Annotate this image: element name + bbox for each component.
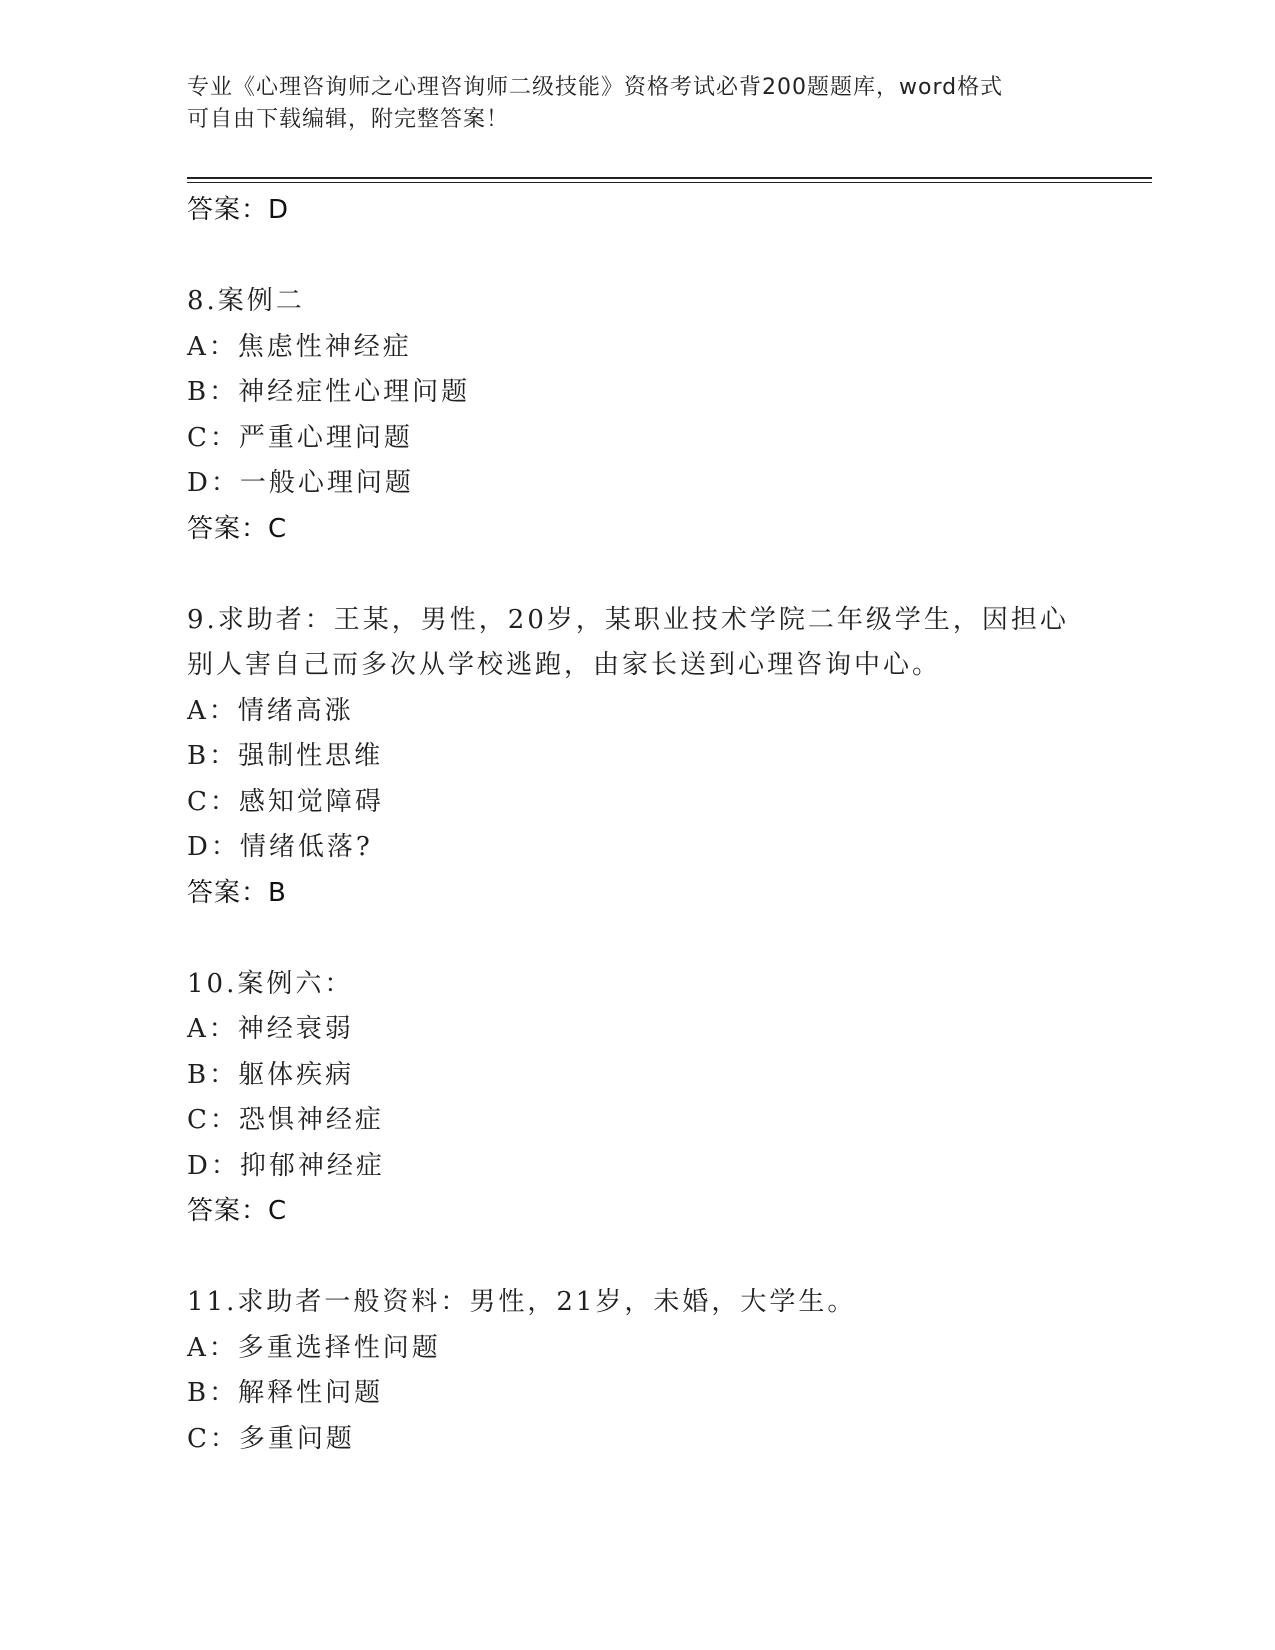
- option-b: B：躯体疾病: [187, 1059, 355, 1090]
- option-c: C：多重问题: [187, 1423, 355, 1454]
- option-a: A：神经衰弱: [187, 1014, 354, 1044]
- option-d: D：抑郁神经症: [187, 1150, 385, 1181]
- header-divider: [187, 177, 1152, 179]
- question-stem-line-2: 别人害自己而多次从学校逃跑，由家长送到心理咨询中心。: [187, 650, 942, 680]
- question-list: [187, 188, 1087, 1462]
- spacer: [187, 234, 1087, 280]
- answer-line: 答案：C: [187, 1196, 288, 1226]
- question-item: [187, 962, 1087, 1235]
- answer-line: 答案：D: [187, 195, 290, 225]
- question-item: [187, 598, 1087, 917]
- question-stem: 10.案例六：: [187, 968, 354, 999]
- option-b: B：解释性问题: [187, 1378, 384, 1408]
- question-stem: 8.案例二: [187, 286, 305, 316]
- spacer: [187, 552, 1087, 598]
- option-c: C：感知觉障碍: [187, 786, 384, 817]
- spacer: [187, 916, 1087, 962]
- spacer: [187, 1235, 1087, 1281]
- option-a: A：情绪高涨: [187, 695, 354, 726]
- question-stem: 11.求助者一般资料：男性，21岁，未婚，大学生。: [187, 1287, 857, 1317]
- option-c: C：恐惧神经症: [187, 1105, 384, 1135]
- question-item: [187, 1280, 1087, 1462]
- option-a: A：焦虑性神经症: [187, 331, 412, 362]
- header-line-2: 可自由下载编辑，附完整答案！: [187, 107, 510, 132]
- header-line-1: 专业《心理咨询师之心理咨询师二级技能》资格考试必背200题题库，word格式: [187, 75, 1004, 100]
- document-header: [187, 72, 1067, 136]
- option-b: B：神经症性心理问题: [187, 377, 471, 407]
- option-d: D：一般心理问题: [187, 468, 414, 498]
- answer-line: 答案：B: [187, 877, 287, 908]
- option-a: A：多重选择性问题: [187, 1332, 441, 1363]
- option-b: B：强制性思维: [187, 741, 384, 771]
- answer-line: 答案：C: [187, 513, 288, 544]
- question-stem-line-1: 9.求助者：王某，男性，20岁，某职业技术学院二年级学生，因担心: [187, 604, 1069, 635]
- header-divider-thin: [187, 182, 1152, 183]
- question-item: [187, 279, 1087, 552]
- option-d: D：情绪低落?: [187, 832, 373, 862]
- option-c: C：严重心理问题: [187, 422, 413, 453]
